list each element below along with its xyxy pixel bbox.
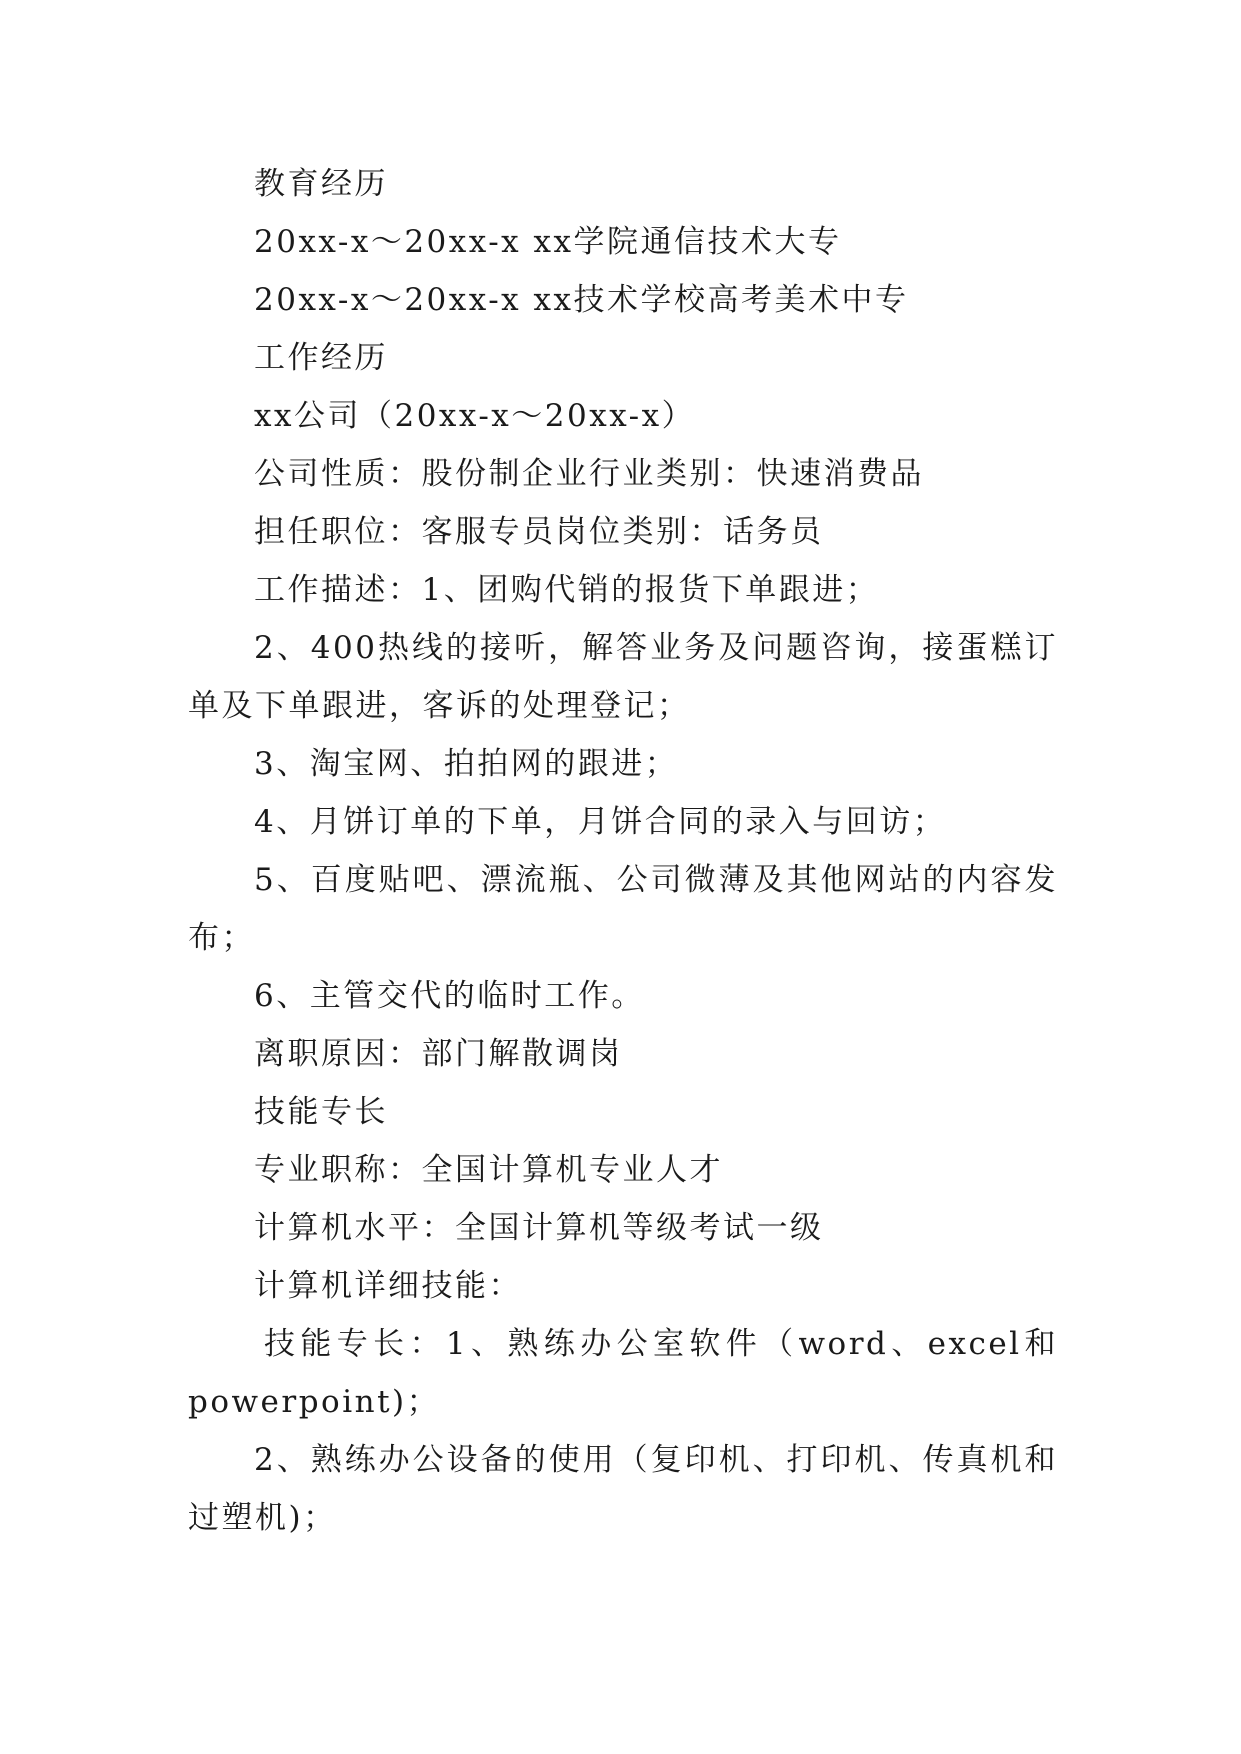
skill-item: 2、熟练办公设备的使用（复印机、打印机、传真机和过塑机)； (188, 1442, 1058, 1536)
education-entry: 20xx-x～20xx-x xx技术学校高考美术中专 (254, 282, 909, 318)
skill-item: 技能专长：1、熟练办公室软件（word、excel和powerpoint)； (188, 1326, 1058, 1420)
work-description: 6、主管交代的临时工作。 (254, 978, 645, 1014)
education-heading: 教育经历 (254, 166, 388, 202)
computer-level: 计算机水平：全国计算机等级考试一级 (254, 1210, 824, 1246)
professional-title: 专业职称：全国计算机专业人才 (254, 1152, 723, 1188)
position: 担任职位：客服专员岗位类别：话务员 (254, 514, 824, 550)
work-description: 工作描述：1、团购代销的报货下单跟进； (254, 572, 880, 608)
work-description: 2、400热线的接听，解答业务及问题咨询，接蛋糕订单及下单跟进，客诉的处理登记； (188, 630, 1058, 724)
skills-heading: 技能专长 (254, 1094, 388, 1130)
work-description: 4、月饼订单的下单，月饼合同的录入与回访； (254, 804, 947, 840)
company-line: xx公司（20xx-x～20xx-x） (254, 398, 696, 434)
leave-reason: 离职原因：部门解散调岗 (254, 1036, 623, 1072)
resume-content (188, 155, 1058, 1547)
work-description: 5、百度贴吧、漂流瓶、公司微薄及其他网站的内容发布； (188, 862, 1058, 956)
work-description: 3、淘宝网、拍拍网的跟进； (254, 746, 679, 782)
work-heading: 工作经历 (254, 340, 388, 376)
company-nature: 公司性质：股份制企业行业类别：快速消费品 (254, 456, 924, 492)
education-entry: 20xx-x～20xx-x xx学院通信技术大专 (254, 224, 842, 260)
computer-skills-label: 计算机详细技能： (254, 1268, 522, 1304)
